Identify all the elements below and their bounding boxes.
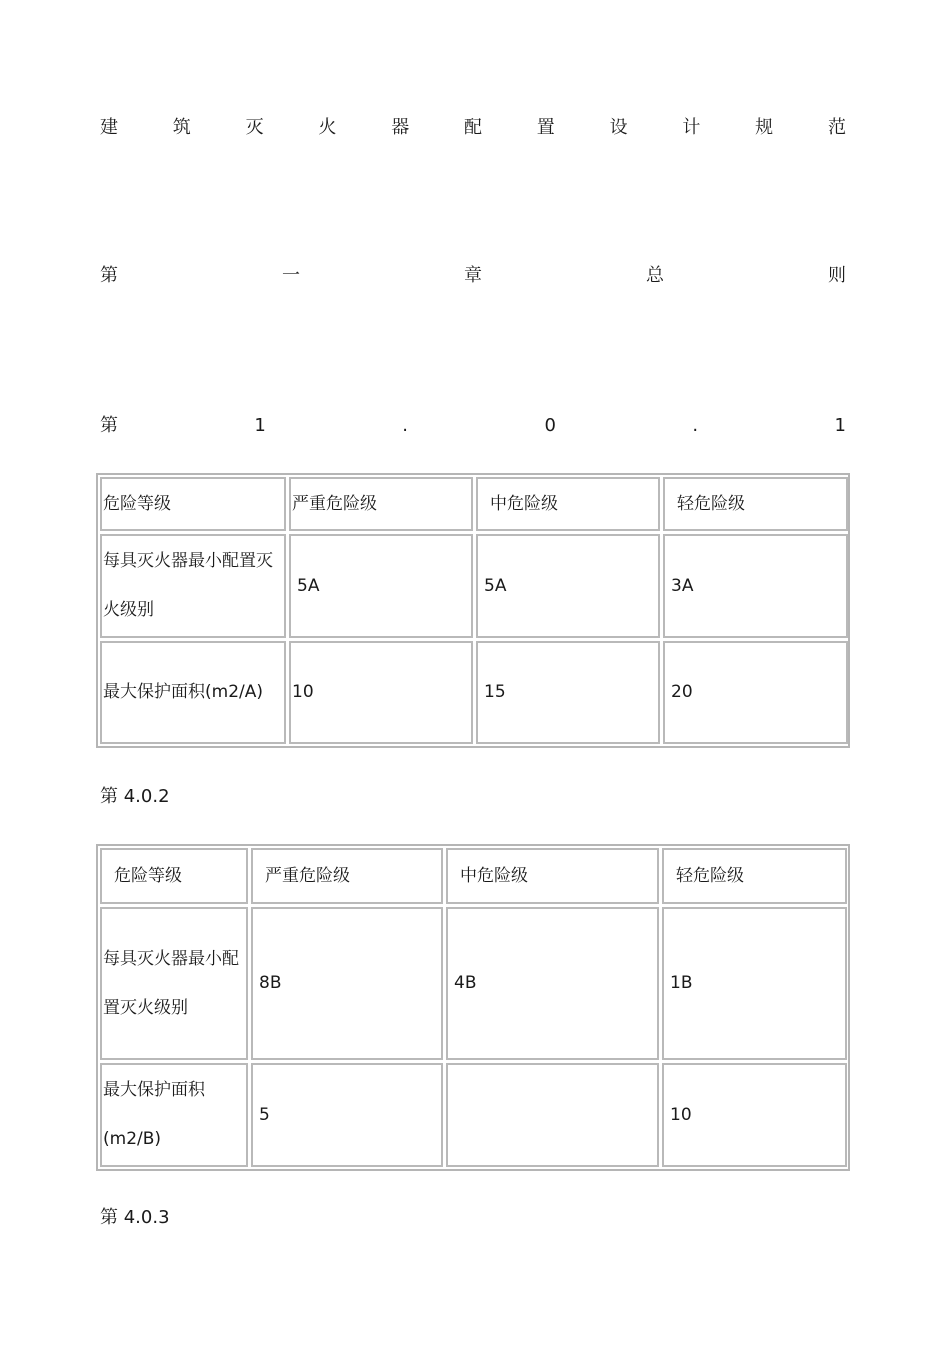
table-header-cell: 轻危险级 xyxy=(662,848,847,904)
title-char: 灭 xyxy=(245,117,264,138)
chapter-char: 一 xyxy=(282,265,300,286)
clause-heading-2: 第 4.0.2 xyxy=(100,786,170,807)
clause-heading-1 xyxy=(100,414,846,438)
table-row-label: 每具灭火器最小配置灭火级别 xyxy=(100,534,286,638)
table-cell: 15 xyxy=(476,641,660,744)
clause-char: . xyxy=(692,415,699,436)
title-char: 范 xyxy=(827,117,846,138)
table-header-cell: 危险等级 xyxy=(100,848,248,904)
table-header-cell: 严重危险级 xyxy=(251,848,443,904)
title-char: 置 xyxy=(536,117,555,138)
table-cell: 10 xyxy=(662,1063,847,1167)
table-header-cell: 中危险级 xyxy=(446,848,659,904)
extinguisher-table-a xyxy=(96,473,850,748)
table-cell: 4B xyxy=(446,907,659,1060)
clause-char: 1 xyxy=(254,415,266,436)
chapter-char: 总 xyxy=(646,265,664,286)
table-cell: 3A xyxy=(663,534,848,638)
title-char: 建 xyxy=(100,117,118,138)
table-cell: 20 xyxy=(663,641,848,744)
title-char: 规 xyxy=(755,117,774,138)
table-cell: 5A xyxy=(289,534,473,638)
title-char: 筑 xyxy=(172,117,191,138)
clause-char: . xyxy=(402,415,409,436)
table-cell: 5 xyxy=(251,1063,443,1167)
document-title xyxy=(100,116,846,140)
clause-char: 0 xyxy=(544,415,556,436)
chapter-char: 第 xyxy=(100,265,118,286)
title-char: 火 xyxy=(318,117,337,138)
extinguisher-table-b xyxy=(96,844,850,1171)
clause-char: 1 xyxy=(834,415,846,436)
title-char: 计 xyxy=(682,117,701,138)
clause-char: 第 xyxy=(100,415,118,436)
title-char: 设 xyxy=(609,117,628,138)
table-header-cell: 危险等级 xyxy=(100,477,286,531)
table-cell: 1B xyxy=(662,907,847,1060)
table-cell xyxy=(446,1063,659,1167)
chapter-heading xyxy=(100,264,846,288)
table-row-label: 每具灭火器最小配 置灭火级别 xyxy=(100,907,248,1060)
table-cell: 8B xyxy=(251,907,443,1060)
table-row-label: 最大保护面积(m2/B) xyxy=(100,1063,248,1167)
title-char: 器 xyxy=(391,117,410,138)
clause-heading-3: 第 4.0.3 xyxy=(100,1207,170,1228)
chapter-char: 则 xyxy=(828,265,846,286)
table-cell: 10 xyxy=(289,641,473,744)
table-header-cell: 轻危险级 xyxy=(663,477,848,531)
table-cell: 5A xyxy=(476,534,660,638)
table-header-cell: 中危险级 xyxy=(476,477,660,531)
chapter-char: 章 xyxy=(464,265,482,286)
table-row-label: 最大保护面积(m2/A) xyxy=(100,641,286,744)
table-header-cell: 严重危险级 xyxy=(289,477,473,531)
title-char: 配 xyxy=(463,117,482,138)
